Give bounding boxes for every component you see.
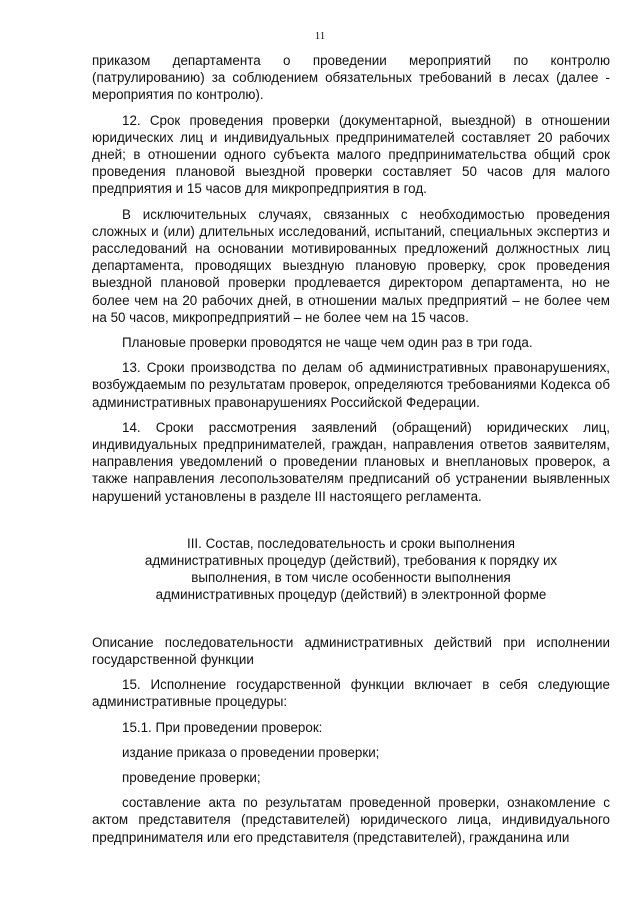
paragraph-exceptional-cases: В исключительных случаях, связанных с необходимостью проведения сложных и (или) длительных исследований, испытаний, специальных экспертиз и расследований на основании мотивированных предложений должностных лиц департамента, проводящих выездную плановую проверку, срок проведения выездной плановой проверки продлевается директором департамента, но не более чем на 20 рабочих дней, в отношении малых предприятий – не более чем на 50 часов, микропредприятий – не более чем на 15 часов. (92, 206, 610, 325)
paragraph-14: 14. Сроки рассмотрения заявлений (обращений) юридических лиц, индивидуальных предпринимателей, граждан, направления ответов заявителям, направления уведомлений о проведении плановых и внеплановых проверок, а также направления лесопользователям предписаний об устранении выявленных нарушений установлены в разделе III настоящего регламента. (92, 419, 610, 504)
paragraph-15: 15. Исполнение государственной функции включает в себя следующие административные процедуры: (92, 677, 610, 710)
paragraph-15-1: 15.1. При проведении проверок: (122, 719, 323, 735)
paragraph-12: 12. Срок проведения проверки (документарной, выездной) в отношении юридических лиц и индивидуальных предпринимателей составляет 20 рабочих дней; в отношении одного субъекта малого предпринимательства общий срок проведения плановой выездной проверки составляет 50 часов для малого предприятия и 15 часов для микропредприятия в год. (92, 112, 610, 197)
document-body (92, 52, 610, 854)
list-item-act: составление акта по результатам проведенной проверки, ознакомление с актом представителя (представителей) юридического лица, индивидуального предпринимателя или его представителя (представителей), гражданина или (92, 795, 610, 845)
paragraph-13: 13. Сроки производства по делам об административных правонарушениях, возбуждаемым по результатам проверок, определяются требованиями Кодекса об административных правонарушениях Российской Федерации. (92, 360, 610, 410)
paragraph-planned-checks: Плановые проверки проводятся не чаще чем один раз в три года. (122, 335, 533, 351)
list-item-inspection: проведение проверки; (122, 769, 261, 785)
paragraph-continuation: приказом департамента о проведении мероприятий по контролю (патрулированию) за соблюдением обязательных требований в лесах (далее - мероприятия по контролю). (92, 53, 610, 103)
section-heading-iii: III. Состав, последовательность и сроки выполнения административных процедур (действий), требования к порядку их выполнения, в том числе особенности выполнения административных процедур (действий) в электронной форме (144, 535, 558, 603)
subheading: Описание последовательности административных действий при исполнении государственной функции (92, 634, 610, 667)
page-number: 11 (314, 30, 326, 42)
list-item-order: издание приказа о проведении проверки; (122, 744, 380, 760)
